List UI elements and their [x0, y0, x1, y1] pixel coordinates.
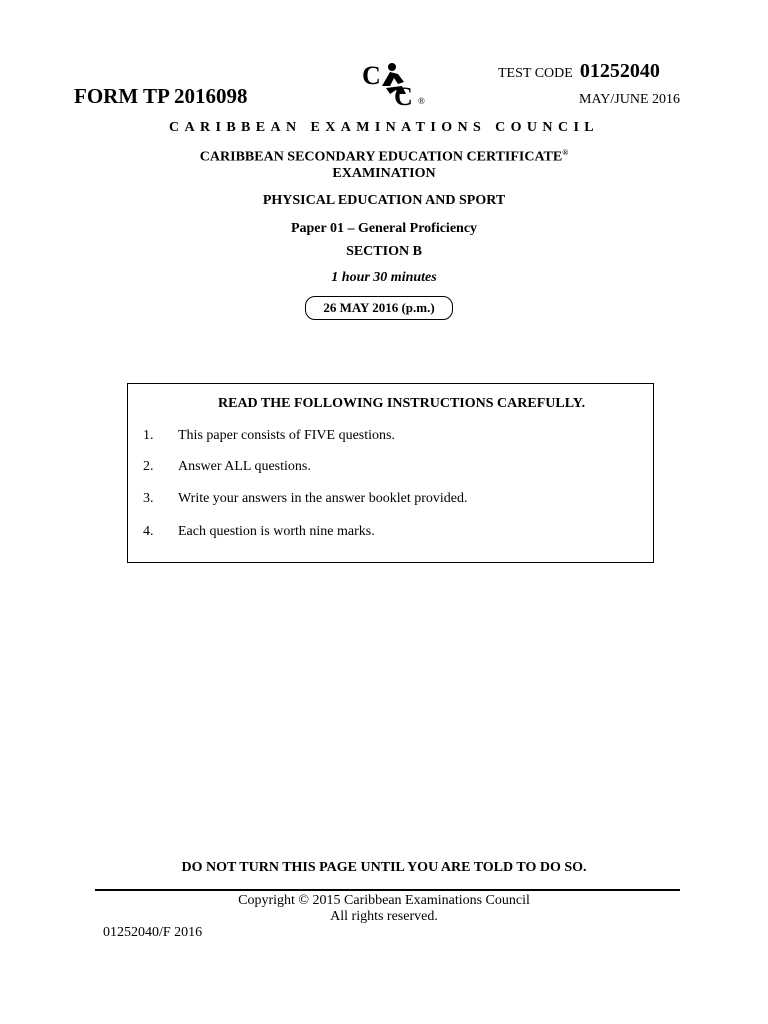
instruction-text: Write your answers in the answer booklet provided.	[178, 491, 468, 506]
registered-mark: ®	[562, 148, 569, 157]
instruction-number: 3.	[143, 491, 154, 506]
svg-text:C: C	[394, 82, 413, 108]
svg-text:C: C	[362, 61, 381, 90]
test-code-label: TEST CODE	[498, 66, 573, 81]
exam-duration: 1 hour 30 minutes	[331, 270, 437, 285]
rights-notice: All rights reserved.	[330, 909, 438, 924]
test-code	[498, 60, 660, 83]
form-tp-number: FORM TP 2016098	[74, 84, 248, 108]
instruction-text: Each question is worth nine marks.	[178, 524, 375, 539]
instruction-text: Answer ALL questions.	[178, 459, 311, 474]
instruction-number: 2.	[143, 459, 154, 474]
svg-text:®: ®	[418, 96, 425, 106]
examination-label: EXAMINATION	[332, 166, 436, 181]
paper-title: Paper 01 – General Proficiency	[290, 221, 478, 236]
exam-date-badge: 26 MAY 2016 (p.m.)	[305, 296, 453, 320]
council-name: CARIBBEAN EXAMINATIONS COUNCIL	[168, 120, 600, 135]
certificate-title-text: CARIBBEAN SECONDARY EDUCATION CERTIFICATE	[199, 149, 563, 165]
exam-session: MAY/JUNE 2016	[579, 92, 680, 107]
footer-paper-code: 01252040/F 2016	[103, 925, 203, 940]
certificate-title	[0, 148, 768, 166]
section-title: SECTION B	[346, 244, 422, 259]
cxc-logo	[360, 60, 430, 108]
instruction-number: 1.	[143, 428, 154, 443]
instructions-heading: READ THE FOLLOWING INSTRUCTIONS CAREFULLY.	[218, 396, 586, 411]
footer-divider	[95, 889, 680, 891]
test-code-value: 01252040	[579, 60, 660, 82]
warning-notice: DO NOT TURN THIS PAGE UNTIL YOU ARE TOLD TO DO SO.	[181, 860, 587, 875]
instruction-number: 4.	[143, 524, 154, 539]
copyright-notice: Copyright © 2015 Caribbean Examinations Council	[238, 893, 530, 908]
subject-title: PHYSICAL EDUCATION AND SPORT	[262, 193, 506, 208]
instruction-text: This paper consists of FIVE questions.	[178, 428, 395, 443]
